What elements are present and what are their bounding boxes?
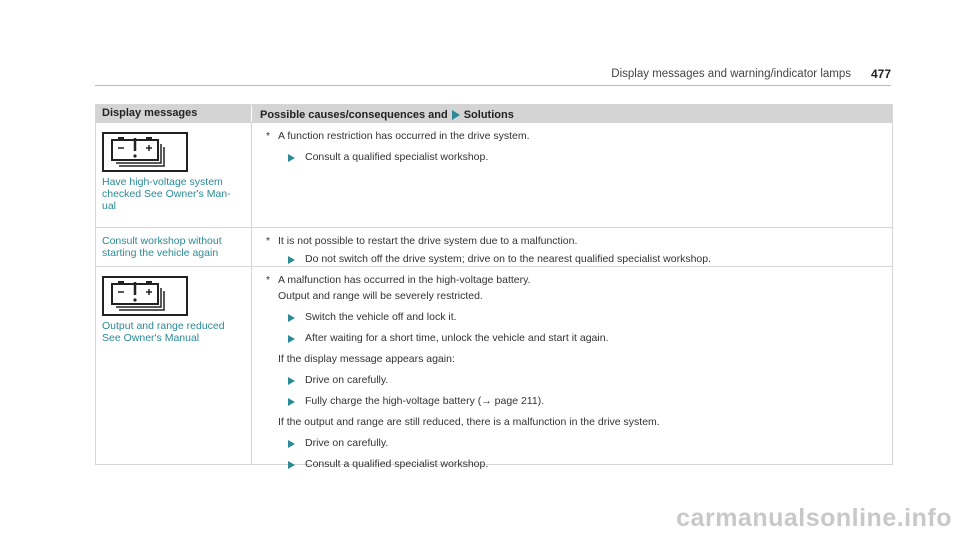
note-text: If the output and range are still reduced, there is a malfunction in the drive system. [278, 416, 660, 428]
bullet-star: * [266, 274, 271, 286]
step-arrow-icon [288, 256, 295, 264]
solution-arrow-icon [452, 110, 460, 120]
step-arrow-icon [288, 398, 295, 406]
page-number: 477 [870, 67, 891, 81]
causes-cell [252, 123, 892, 227]
message-cell [96, 123, 252, 227]
solution-step: Fully charge the high-voltage battery (→ page 211). [288, 395, 884, 408]
col-header-causes-label: Possible causes/consequences and [260, 108, 448, 121]
messages-table [95, 104, 893, 470]
cause-text: * A malfunction has occurred in the high-voltage battery. [266, 274, 531, 286]
solution-step: After waiting for a short time, unlock the vehicle and start it again. [288, 332, 884, 345]
solution-step: Consult a qualified specialist workshop. [288, 151, 884, 164]
display-message-text: Have high-voltage system checked See Owner's Man- ual [102, 176, 231, 212]
table-row [96, 266, 892, 470]
solution-step: Drive on carefully. [288, 374, 884, 387]
col-header-causes [252, 105, 892, 122]
table-header [96, 105, 892, 122]
page-header [95, 64, 891, 86]
watermark: carmanualsonline.info [676, 504, 952, 532]
step-arrow-icon [288, 377, 295, 385]
causes-cell [252, 267, 892, 470]
header-title: Display messages and warning/indicator lamps [611, 68, 851, 80]
display-message-text: Output and range reduced See Owner's Manual [102, 320, 225, 344]
message-cell [96, 228, 252, 266]
table-row [96, 227, 892, 266]
col-header-display-messages: Display messages [96, 105, 252, 122]
display-message-text: Consult workshop without starting the vehicle again [102, 235, 222, 259]
battery-warning-icon [102, 276, 188, 316]
solution-step: Switch the vehicle off and lock it. [288, 311, 884, 324]
bullet-star: * [266, 235, 271, 247]
table-row [96, 122, 892, 227]
solution-step: Consult a qualified specialist workshop. [288, 458, 884, 471]
cause-text: * A function restriction has occurred in the drive system. [266, 130, 530, 142]
step-arrow-icon [288, 314, 295, 322]
solution-step: Drive on carefully. [288, 437, 884, 450]
causes-cell [252, 228, 892, 266]
step-arrow-icon [288, 335, 295, 343]
col-header-solutions-label: Solutions [463, 108, 514, 121]
note-text: If the display message appears again: [278, 353, 455, 365]
message-cell [96, 267, 252, 464]
step-arrow-icon [288, 440, 295, 448]
step-arrow-icon [288, 154, 295, 162]
solution-step: Do not switch off the drive system; drive on to the nearest qualified specialist workshop. [288, 253, 884, 266]
step-arrow-icon [288, 461, 295, 469]
bullet-star: * [266, 130, 271, 142]
battery-warning-icon [102, 132, 188, 172]
cause-detail-text: Output and range will be severely restricted. [278, 290, 483, 302]
cause-text: * It is not possible to restart the drive system due to a malfunction. [266, 235, 578, 247]
